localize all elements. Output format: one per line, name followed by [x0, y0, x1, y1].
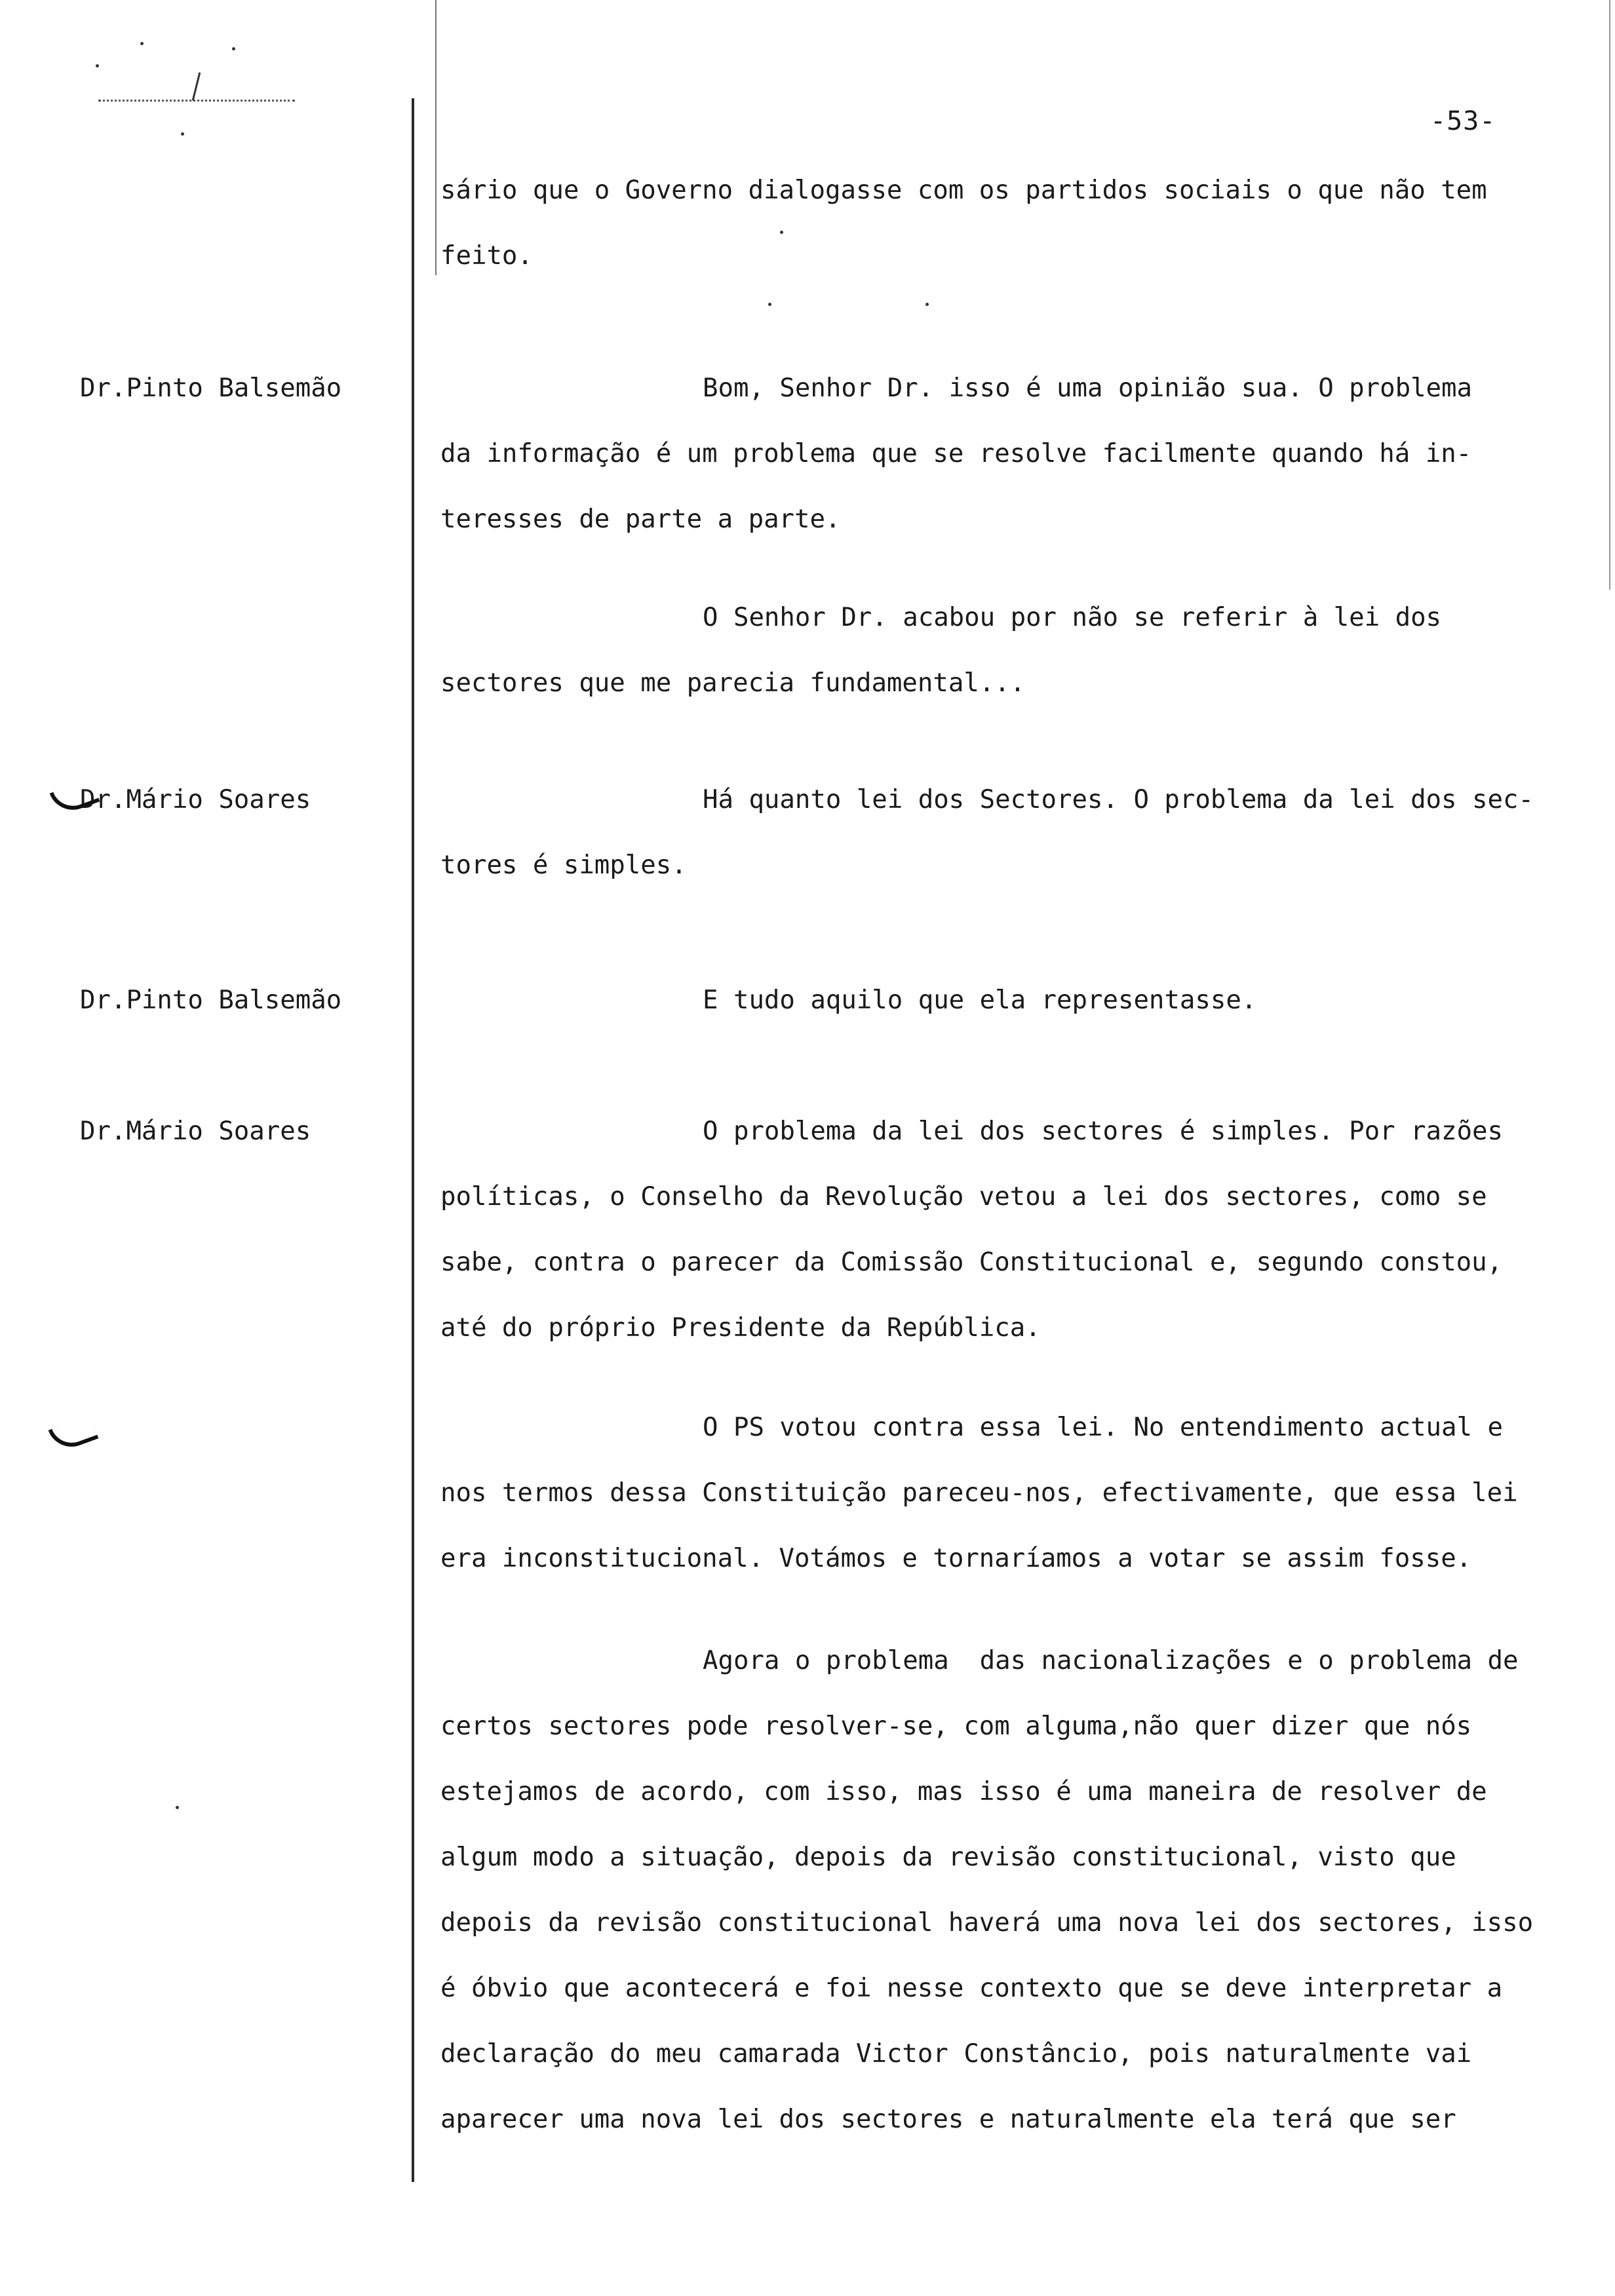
text-line: E tudo aquilo que ela representasse.	[703, 985, 1257, 1015]
faint-margin-rule	[435, 0, 437, 275]
text-line: nos termos dessa Constituição pareceu-nos, efectivamente, que essa lei	[440, 1478, 1518, 1508]
text-line: certos sectores pode resolver-se, com alguma,não quer dizer que nós	[440, 1712, 1472, 1741]
text-line: tores é simples.	[440, 851, 687, 880]
text-line: sectores que me parecia fundamental...	[440, 668, 1026, 698]
text-line: da informação é um problema que se resolve facilmente quando há in-	[440, 439, 1472, 469]
text-line: O Senhor Dr. acabou por não se referir à lei dos	[703, 603, 1442, 632]
speck	[768, 303, 771, 306]
margin-rule	[412, 98, 414, 2182]
text-line: Bom, Senhor Dr. isso é uma opinião sua. O problema	[703, 373, 1472, 403]
text-line: Há quanto lei dos Sectores. O problema da lei dos sec-	[703, 785, 1534, 814]
text-line: aparecer uma nova lei dos sectores e naturalmente ela terá que ser	[440, 2105, 1456, 2134]
text-line: teresses de parte a parte.	[440, 505, 841, 534]
text-line: políticas, o Conselho da Revolução vetou a lei dos sectores, como se	[440, 1182, 1487, 1212]
right-edge-rule	[1609, 0, 1610, 590]
speaker-label: Dr.Pinto Balsemão	[80, 985, 342, 1015]
margin-slash-mark	[192, 72, 201, 100]
speaker-label: Dr.Mário Soares	[80, 1117, 311, 1146]
text-line: algum modo a situação, depois da revisão constitucional, visto que	[440, 1843, 1456, 1872]
speaker-label: Dr.Pinto Balsemão	[80, 373, 342, 403]
speaker-label: Dr.Mário Soares	[80, 785, 311, 814]
text-line: até do próprio Presidente da República.	[440, 1313, 1041, 1343]
text-line: feito.	[440, 241, 533, 271]
speck	[96, 64, 99, 67]
text-line: é óbvio que acontecerá e foi nesse contexto que se deve interpretar a	[440, 1974, 1503, 2003]
text-line: era inconstitucional. Votámos e tornaríamos a votar se assim fosse.	[440, 1544, 1472, 1573]
speck	[181, 132, 184, 136]
speck	[140, 42, 144, 45]
speck	[232, 47, 235, 50]
text-line: Agora o problema das nacionalizações e o problema de	[703, 1646, 1519, 1675]
text-line: sabe, contra o parecer da Comissão Constitucional e, segundo constou,	[440, 1248, 1503, 1277]
speck	[176, 1806, 179, 1809]
text-line: declaração do meu camarada Victor Constâncio, pois naturalmente vai	[440, 2039, 1472, 2069]
handwritten-tick-mark	[49, 1415, 99, 1454]
speck	[925, 303, 929, 306]
text-line: depois da revisão constitucional haverá uma nova lei dos sectores, isso	[440, 1908, 1534, 1938]
text-line: sário que o Governo dialogasse com os partidos sociais o que não tem	[440, 176, 1487, 205]
speck	[780, 231, 783, 234]
text-line: O PS votou contra essa lei. No entendimento actual e	[703, 1413, 1503, 1442]
margin-dotted-line	[98, 100, 295, 102]
text-line: estejamos de acordo, com isso, mas isso é uma maneira de resolver de	[440, 1777, 1487, 1807]
text-line: O problema da lei dos sectores é simples. Por razões	[703, 1117, 1503, 1146]
page-number: -53-	[1430, 106, 1496, 136]
